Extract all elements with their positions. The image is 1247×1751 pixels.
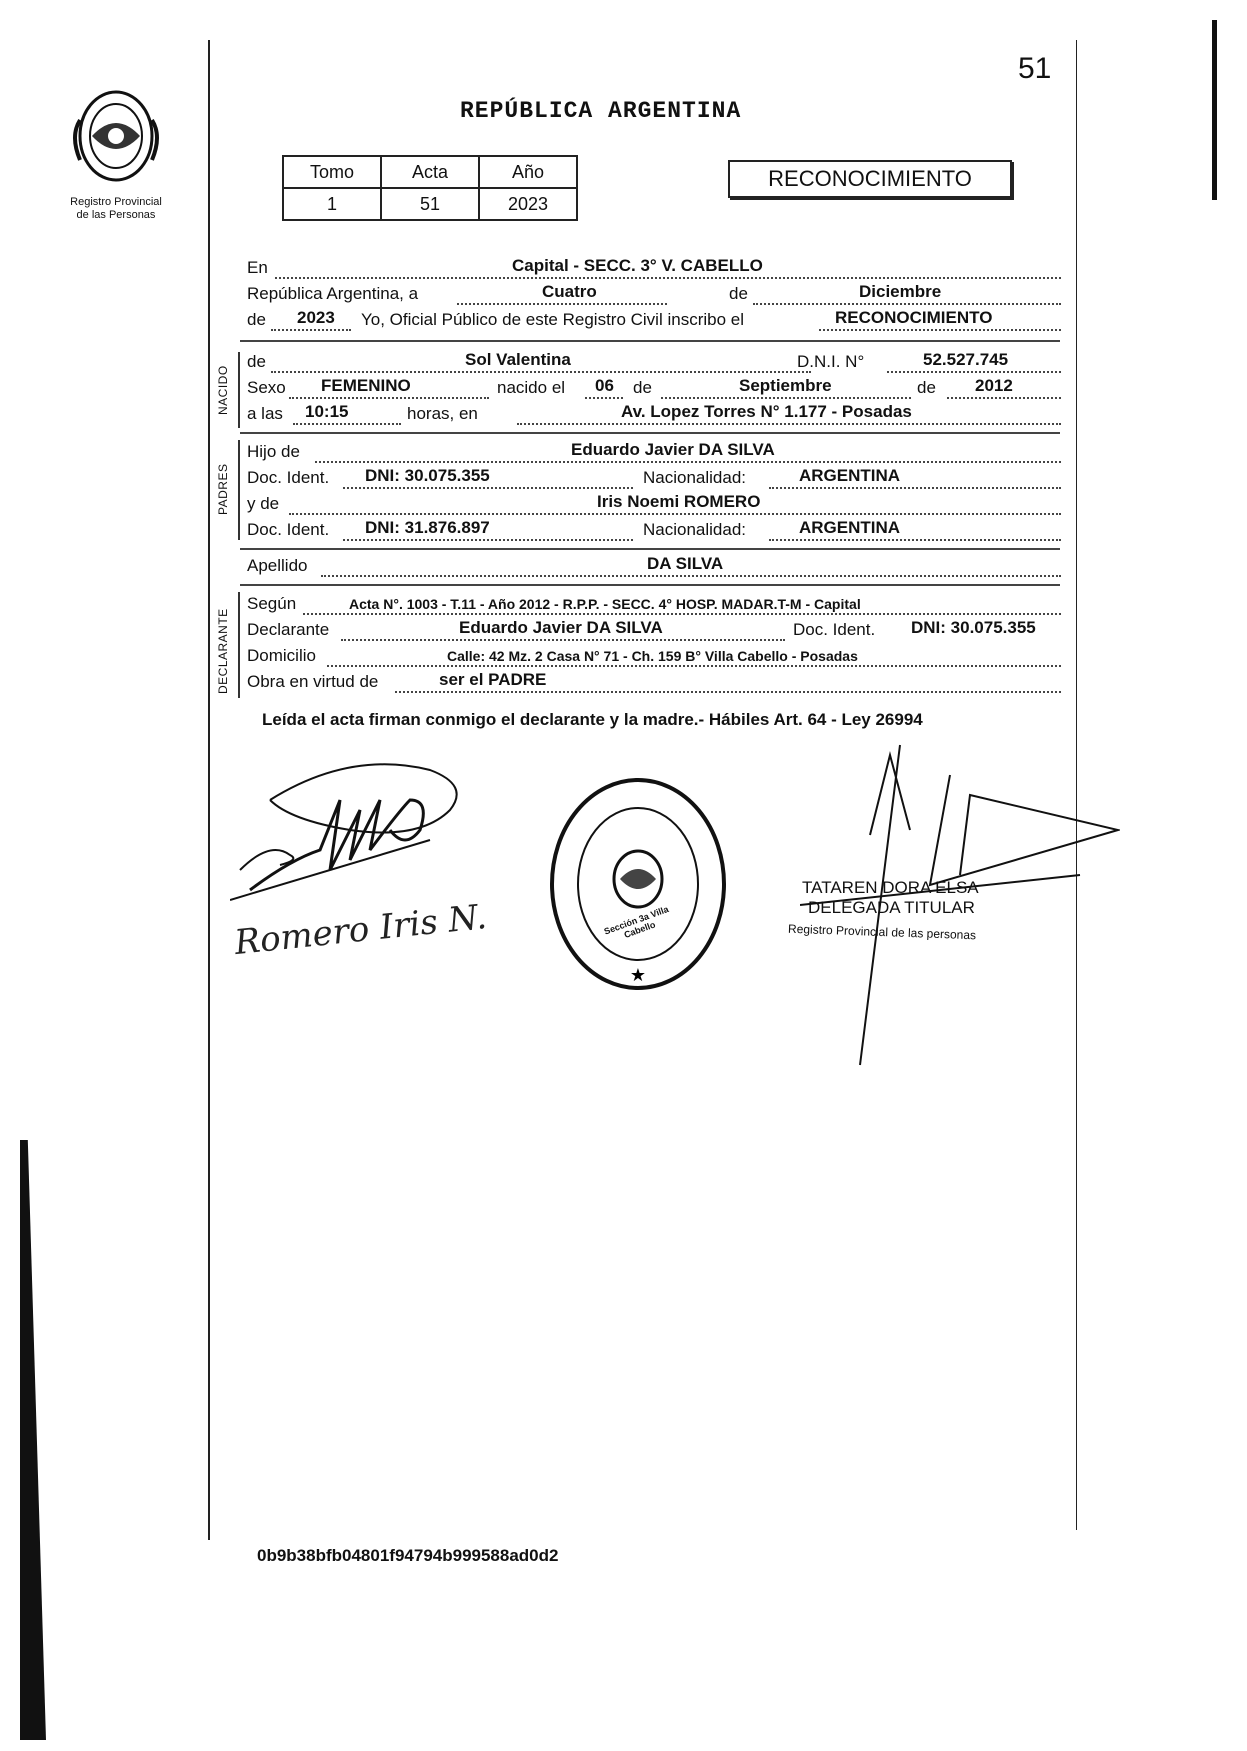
signature-madre: Romero Iris N. [232, 896, 489, 964]
table-header-anio: Año [479, 156, 577, 188]
stamp-inner-text: Sección 3a Villa Cabello [602, 903, 670, 940]
value-lugar: Av. Lopez Torres N° 1.177 - Posadas [621, 402, 912, 421]
divider-3 [240, 548, 1060, 550]
label-apellido: Apellido [247, 556, 308, 575]
page-title: REPÚBLICA ARGENTINA [460, 98, 742, 124]
registry-name-line2: de las Personas [76, 209, 156, 221]
margin-line-left [208, 40, 210, 1540]
divider-4 [240, 584, 1060, 586]
row-segun [247, 594, 1061, 618]
table-value-tomo: 1 [283, 188, 381, 220]
table-header-acta: Acta [381, 156, 479, 188]
side-label-nacido: NACIDO [216, 365, 230, 415]
registry-stamp [548, 775, 728, 993]
side-label-declarante: DECLARANTE [216, 608, 230, 694]
value-apellido: DA SILVA [647, 554, 724, 573]
divider-1 [240, 340, 1060, 342]
scan-edge-top-right [1212, 20, 1217, 200]
value-domicilio: Calle: 42 Mz. 2 Casa N° 71 - Ch. 159 B° Villa Cabello - Posadas [447, 648, 858, 664]
value-padre-nac: ARGENTINA [799, 466, 901, 485]
label-y-de: y de [247, 494, 280, 513]
doc-type-label: RECONOCIMIENTO [768, 166, 972, 191]
row-fecha [247, 284, 1061, 308]
label-dni: D.N.I. N° [797, 352, 865, 371]
label-domicilio: Domicilio [247, 646, 316, 665]
row-madre-doc [247, 520, 1061, 544]
label-padre-nac: Nacionalidad: [643, 468, 747, 487]
label-de2: de [247, 310, 266, 329]
signature-declarante [230, 740, 510, 920]
label-republica: República Argentina, a [247, 284, 419, 303]
value-dni: 52.527.745 [923, 350, 1009, 369]
label-segun: Según [247, 594, 297, 613]
bracket-nacido [238, 352, 240, 428]
value-year: 2023 [297, 308, 335, 327]
label-madre-nac: Nacionalidad: [643, 520, 747, 539]
table-value-acta: 51 [381, 188, 479, 220]
label-obra: Obra en virtud de [247, 672, 379, 691]
bracket-padres [238, 440, 240, 540]
value-segun: Acta N°. 1003 - T.11 - Año 2012 - R.P.P. - SECC. 4° HOSP. MADAR.T-M - Capital [349, 596, 861, 612]
value-padre-doc: DNI: 30.075.355 [365, 466, 490, 485]
row-nacido-sexo [247, 378, 1061, 402]
row-nacido-nombre [247, 352, 1061, 376]
closing-text: Leída el acta firman conmigo el declarante y la madre.- Hábiles Art. 64 - Ley 26994 [262, 710, 923, 729]
label-sexo: Sexo [247, 378, 286, 397]
row-declarante [247, 620, 1061, 644]
official-name: TATAREN DORA ELSA [802, 878, 979, 897]
bracket-declarante [238, 592, 240, 698]
value-inscribo: RECONOCIMIENTO [835, 308, 993, 327]
row-nacido-hora [247, 404, 1061, 428]
row-en [247, 258, 1061, 282]
label-declarante: Declarante [247, 620, 330, 639]
value-madre-nac: ARGENTINA [799, 518, 901, 537]
scan-edge-bottom-left [20, 1140, 46, 1740]
label-madre-doc: Doc. Ident. [247, 520, 330, 539]
row-padre-doc [247, 468, 1061, 492]
label-alas: a las [247, 404, 283, 423]
row-inscribo [247, 310, 1061, 334]
svg-text:★: ★ [629, 965, 647, 986]
value-nacido-anio: 2012 [975, 376, 1013, 395]
value-en: Capital - SECC. 3° V. CABELLO [512, 256, 763, 275]
row-hijo-de [247, 442, 1061, 466]
registry-name-line1: Registro Provincial [70, 196, 162, 208]
document-hash: 0b9b38bfb04801f94794b999588ad0d2 [257, 1546, 559, 1565]
value-declarante-doc: DNI: 30.075.355 [911, 618, 1036, 637]
value-nacido-dia: 06 [595, 376, 614, 395]
label-en: En [247, 258, 268, 277]
value-hora: 10:15 [305, 402, 349, 421]
label-inscribo: Yo, Oficial Público de este Registro Civil inscribo el [361, 310, 744, 329]
side-label-padres: PADRES [216, 463, 230, 515]
doc-type-box [728, 160, 1012, 198]
value-month: Diciembre [859, 282, 942, 301]
label-declarante-doc: Doc. Ident. [793, 620, 876, 639]
official-title: DELEGADA TITULAR [808, 898, 975, 917]
label-nacido-de: de [247, 352, 266, 371]
record-table [282, 155, 578, 221]
value-nacido-mes: Septiembre [739, 376, 832, 395]
label-de: de [729, 284, 748, 303]
table-value-anio: 2023 [479, 188, 577, 220]
value-padre: Eduardo Javier DA SILVA [571, 440, 775, 459]
row-apellido [247, 556, 1061, 580]
page-number: 51 [1018, 52, 1052, 85]
value-nombre: Sol Valentina [465, 350, 571, 369]
row-obra [247, 672, 1061, 696]
value-declarante: Eduardo Javier DA SILVA [459, 618, 663, 637]
divider-2 [240, 432, 1060, 434]
row-domicilio [247, 646, 1061, 670]
table-header-tomo: Tomo [283, 156, 381, 188]
value-obra: ser el PADRE [439, 670, 547, 689]
value-sexo: FEMENINO [321, 376, 411, 395]
official-registry: Registro Provincial de las personas [787, 921, 977, 943]
row-y-de [247, 494, 1061, 518]
registry-logo [60, 80, 172, 192]
label-padre-doc: Doc. Ident. [247, 468, 330, 487]
value-madre-doc: DNI: 31.876.897 [365, 518, 490, 537]
label-hijo-de: Hijo de [247, 442, 300, 461]
label-horas-en: horas, en [407, 404, 478, 423]
label-nacido-de3: de [917, 378, 936, 397]
label-nacido-de2: de [633, 378, 652, 397]
value-madre: Iris Noemi ROMERO [597, 492, 761, 511]
label-nacido-el: nacido el [497, 378, 566, 397]
value-day: Cuatro [542, 282, 597, 301]
